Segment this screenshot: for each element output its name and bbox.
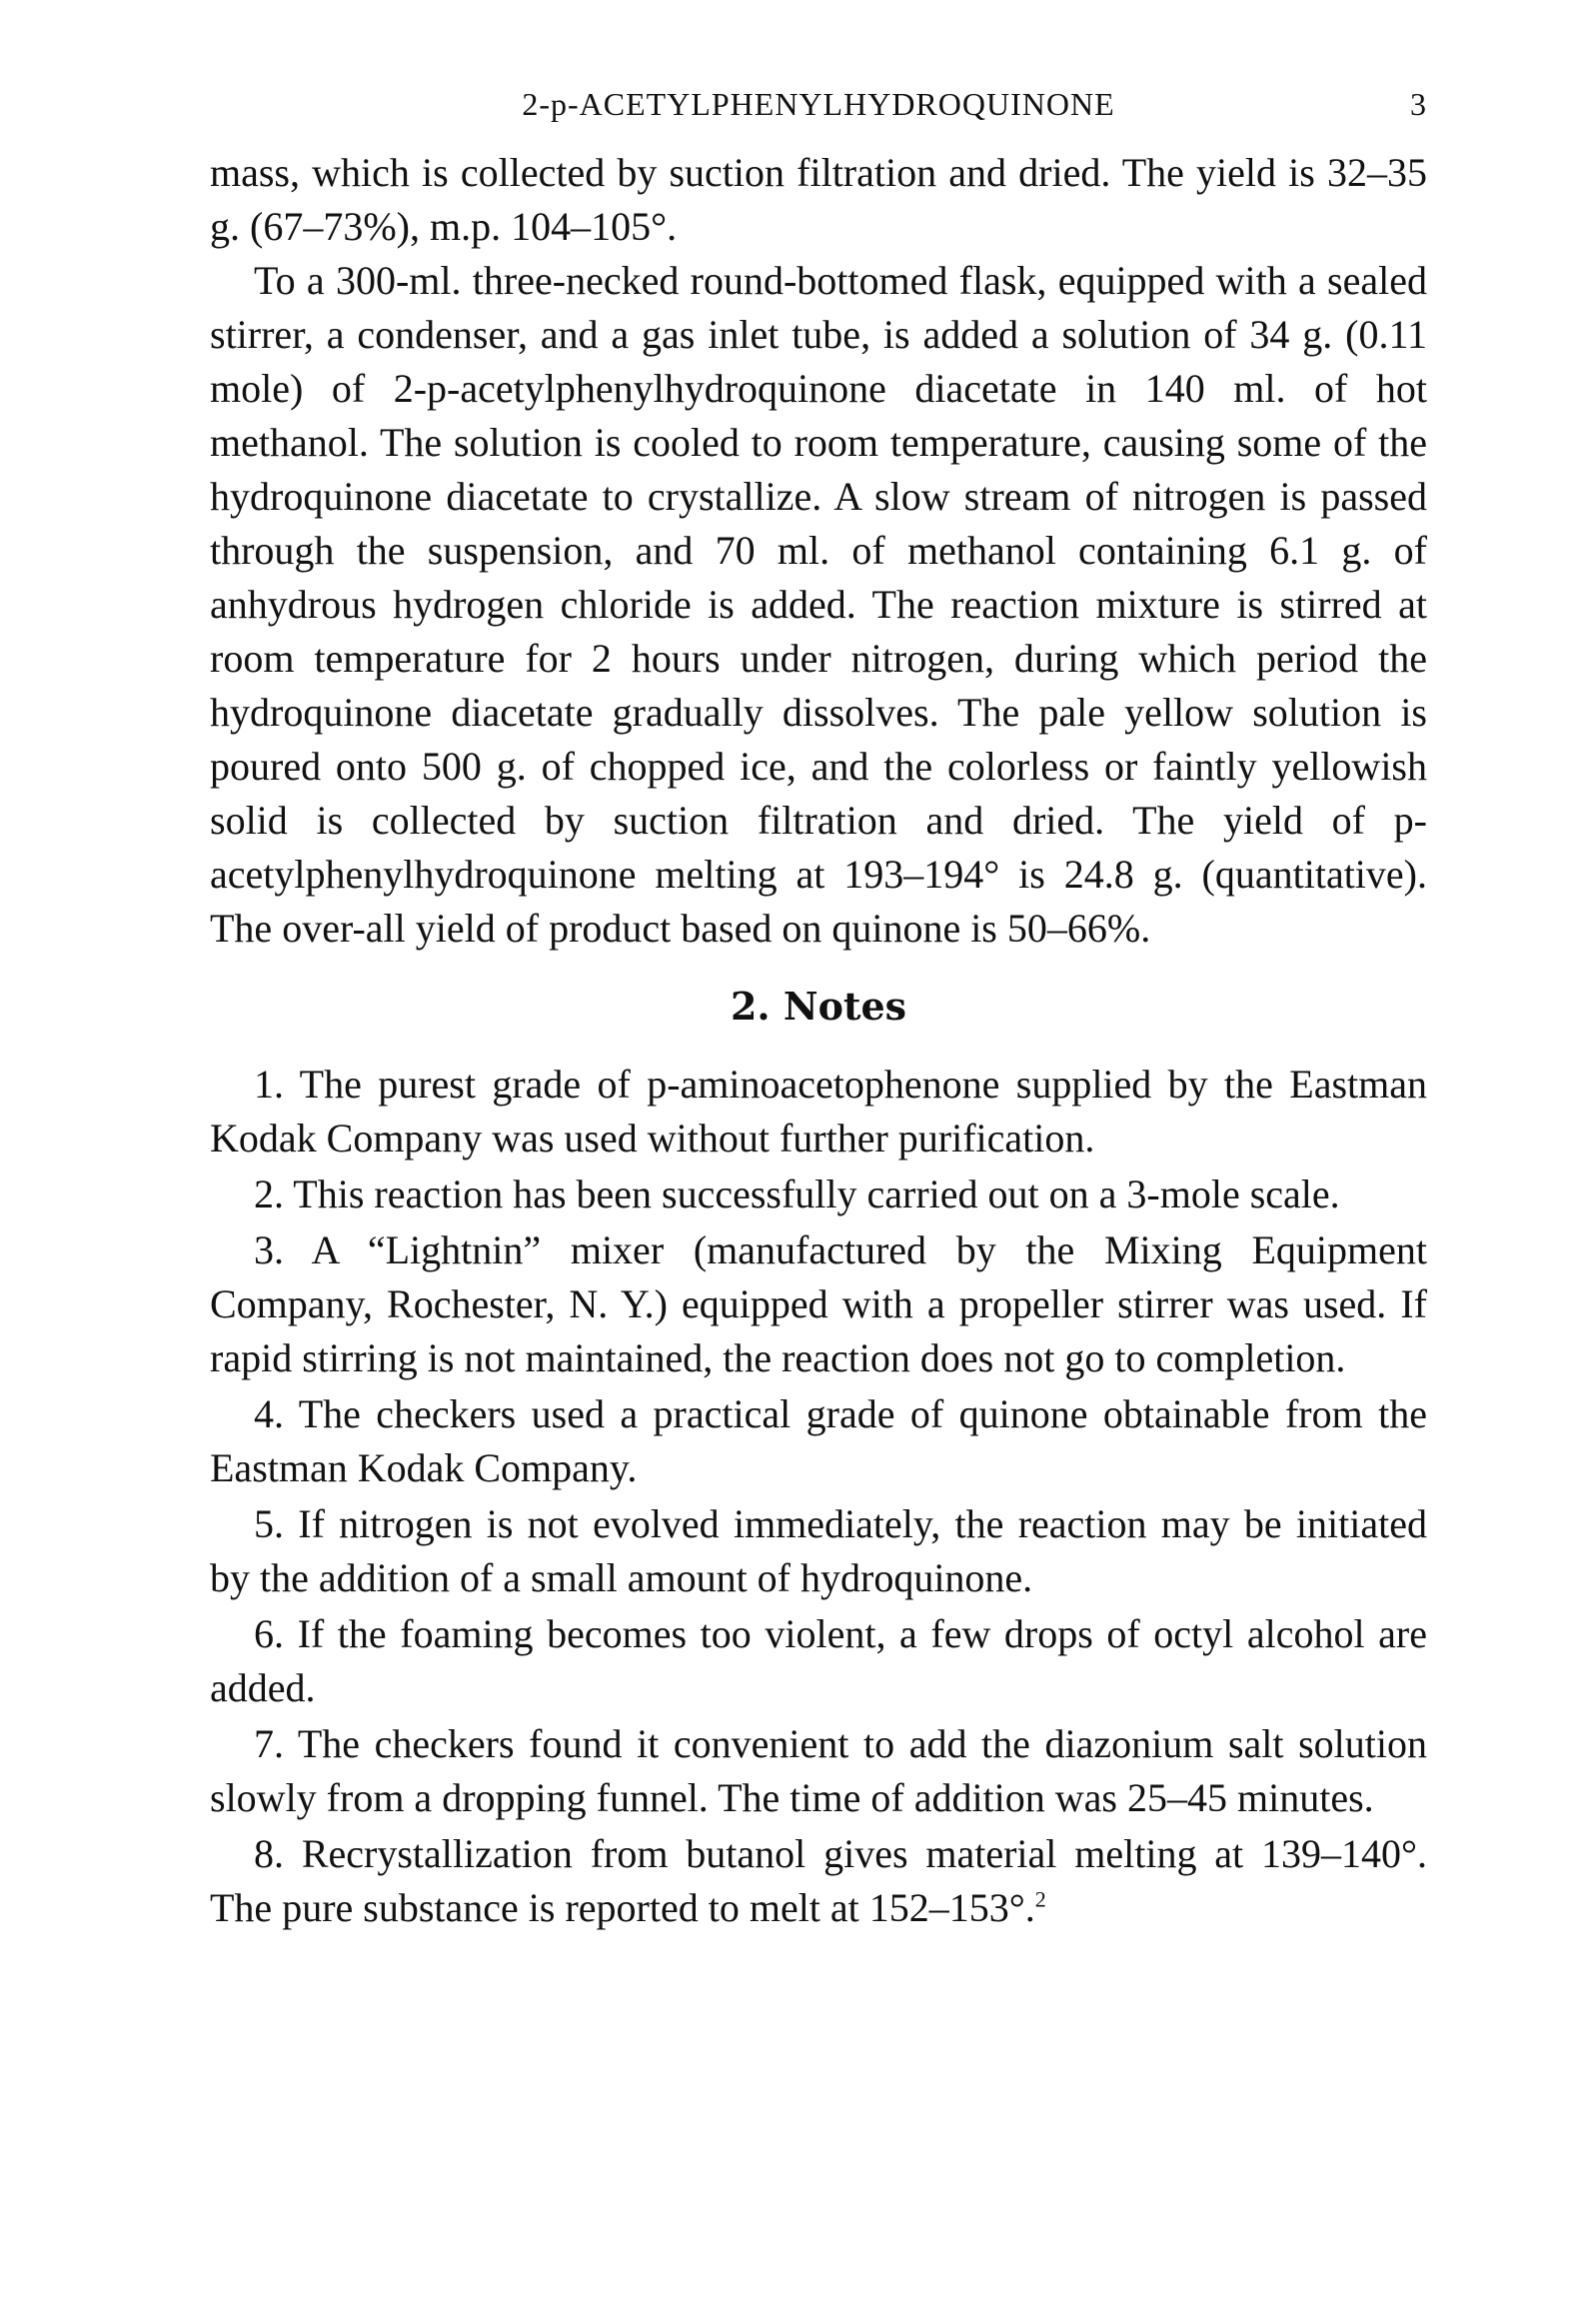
note-item: 3. A “Lightnin” mixer (manufactured by the Mixing Equipment Company, Rochester, N. Y.) equipped with a propeller stirrer was used. If rapid stirring is not maintained, the reaction does not go to completion.	[210, 1227, 1427, 1380]
document-page	[210, 86, 1427, 1935]
notes-list	[210, 1058, 1427, 1935]
body-paragraph: To a 300-ml. three-necked round-bottomed flask, equipped with a sealed stirrer, a condenser, and a gas inlet tube, is added a solution of 34 g. (0.11 mole) of 2-p-acetylphenylhydroquinone diacetate in 140 ml. of hot methanol. The solution is cooled to room temperature, causing some of the hydroquinone diacetate to crystallize. A slow stream of nitrogen is passed through the suspension, and 70 ml. of methanol containing 6.1 g. of anhydrous hydrogen chloride is added. The reaction mixture is stirred at room temperature for 2 hours under nitrogen, during which period the hydroquinone diacetate gradually dissolves. The pale yellow solution is poured onto 500 g. of chopped ice, and the colorless or faintly yellowish solid is collected by suction filtration and dried. The yield of p-acetylphenylhydroquinone melting at 193–194° is 24.8 g. (quantitative). The over-all yield of product based on quinone is 50–66%.	[210, 258, 1427, 951]
footnote-reference: 2	[1034, 1886, 1046, 1912]
running-header	[210, 86, 1427, 134]
note-item: 1. The purest grade of p-aminoacetophenone supplied by the Eastman Kodak Company was used without further purification.	[210, 1062, 1427, 1160]
note-item: 2. This reaction has been successfully carried out on a 3-mole scale.	[254, 1171, 1340, 1216]
notes-heading: 2. Notes	[730, 984, 907, 1029]
note-item: 7. The checkers found it convenient to add the diazonium salt solution slowly from a dropping funnel. The time of addition was 25–45 minutes.	[210, 1721, 1427, 1820]
running-title: 2-p-ACETYLPHENYLHYDROQUINONE	[522, 86, 1115, 122]
note-item: 5. If nitrogen is not evolved immediately, the reaction may be initiated by the addition of a small amount of hydroquinone.	[210, 1501, 1427, 1600]
note-item: 6. If the foaming becomes too violent, a few drops of octyl alcohol are added.	[210, 1611, 1427, 1710]
note-item: 4. The checkers used a practical grade of quinone obtainable from the Eastman Kodak Company.	[210, 1391, 1427, 1490]
note-item	[210, 1827, 1427, 1935]
note-item-text: 8. Recrystallization from butanol gives material melting at 139–140°. The pure substance is reported to melt at 152–153°.	[210, 1831, 1427, 1930]
page-number: 3	[1410, 86, 1427, 122]
body-paragraph: mass, which is collected by suction filtration and dried. The yield is 32–35 g. (67–73%), m.p. 104–105°.	[210, 150, 1427, 249]
